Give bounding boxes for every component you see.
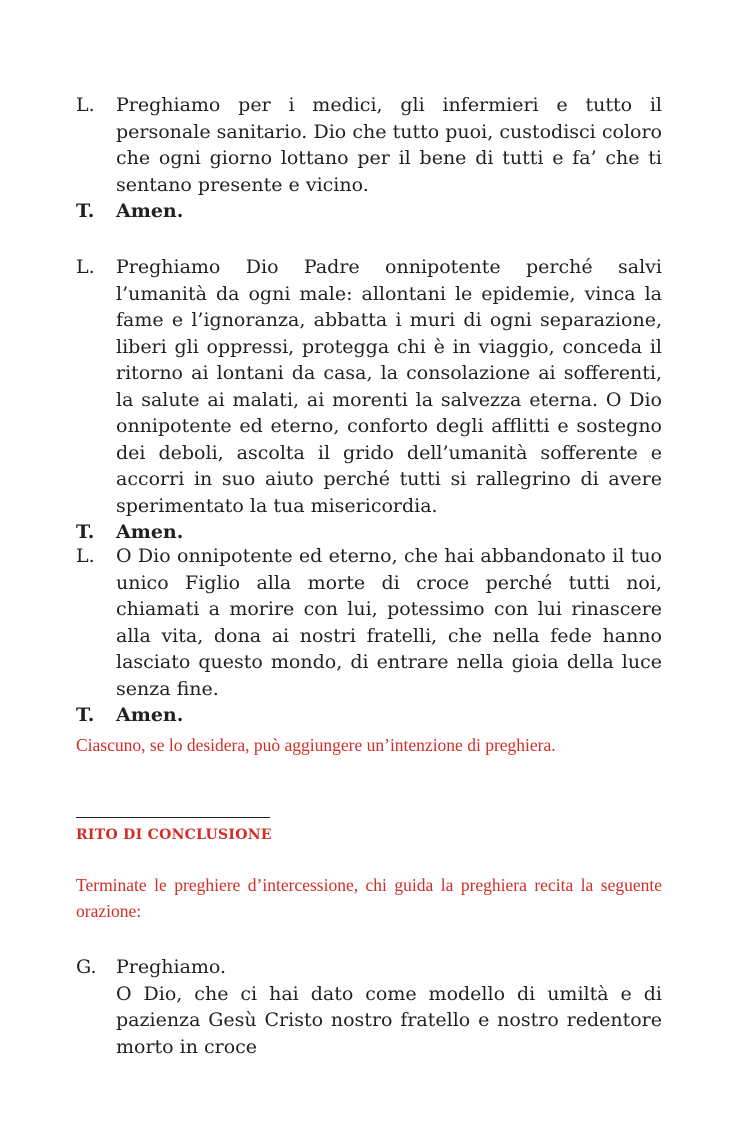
leader-label: L. [76, 545, 95, 567]
closing-prayer-text-row [76, 981, 662, 1061]
prayer-3 [76, 543, 662, 729]
closing-prayer [76, 954, 662, 1060]
prayer-1-response [76, 198, 662, 225]
rubric-intention: Ciascuno, se lo desidera, può aggiungere un’intenzione di preghiera. [76, 735, 556, 755]
response-label: T. [76, 521, 95, 543]
response-label: T. [76, 704, 95, 726]
response-text: Amen. [116, 521, 184, 543]
response-text: Amen. [116, 200, 184, 222]
prayer-1 [76, 92, 662, 225]
leader-label: G. [76, 956, 97, 978]
closing-prayer-text: O Dio, che ci hai dato come modello di umiltà e di pazienza Gesù Cristo nostro fratello e nostro redentore morto in croce [116, 982, 662, 1058]
prayer-text: Preghiamo Dio Padre onnipotente perché salvi l’umanità da ogni male: allontani le epidemie, vinca la fame e l’ignoranza, abbatta i muri di ogni separazione, liberi gli oppressi, protegga chi è in viaggio, conceda il ritorno ai lontani da casa, la consolazione ai sofferenti, la salute ai malati, ai morenti la salvezza eterna. O Dio onnipotente ed eterno, conforto degli afflitti e sostegno dei deboli, ascolta il grido dell’umanità sofferente e accorri in suo aiuto perché tutti si rallegrino di avere sperimentato la tua misericordia. [116, 256, 662, 517]
leader-label: L. [76, 256, 95, 278]
leader-label: L. [76, 94, 95, 116]
section-divider [76, 817, 270, 818]
closing-first-line: Preghiamo. [116, 956, 227, 978]
response-label: T. [76, 200, 95, 222]
prayer-2-response [76, 519, 662, 546]
response-text: Amen. [116, 704, 184, 726]
prayer-text: O Dio onnipotente ed eterno, che hai abbandonato il tuo unico Figlio alla morte di croce perché tutti noi, chiamati a morire con lui, potessimo con lui rinascere alla vita, dona ai nostri fratelli, che nella fede hanno lasciato questo mondo, di entrare nella gioia della luce senza fine. [116, 545, 662, 700]
prayer-3-invocation [76, 543, 662, 702]
rubric-conclusion: Terminate le preghiere d’intercessione, chi guida la preghiera recita la seguente orazione: [76, 875, 662, 921]
closing-prayer-invocation [76, 954, 662, 981]
prayer-2-invocation [76, 254, 662, 519]
prayer-3-response [76, 702, 662, 729]
prayer-1-invocation [76, 92, 662, 198]
section-title: RITO DI CONCLUSIONE [76, 827, 272, 843]
prayer-2 [76, 254, 662, 546]
prayer-text: Preghiamo per i medici, gli infermieri e tutto il personale sanitario. Dio che tutto puoi, custodisci coloro che ogni giorno lottano per il bene di tutti e fa’ che ti sentano presente e vicino. [116, 94, 662, 196]
